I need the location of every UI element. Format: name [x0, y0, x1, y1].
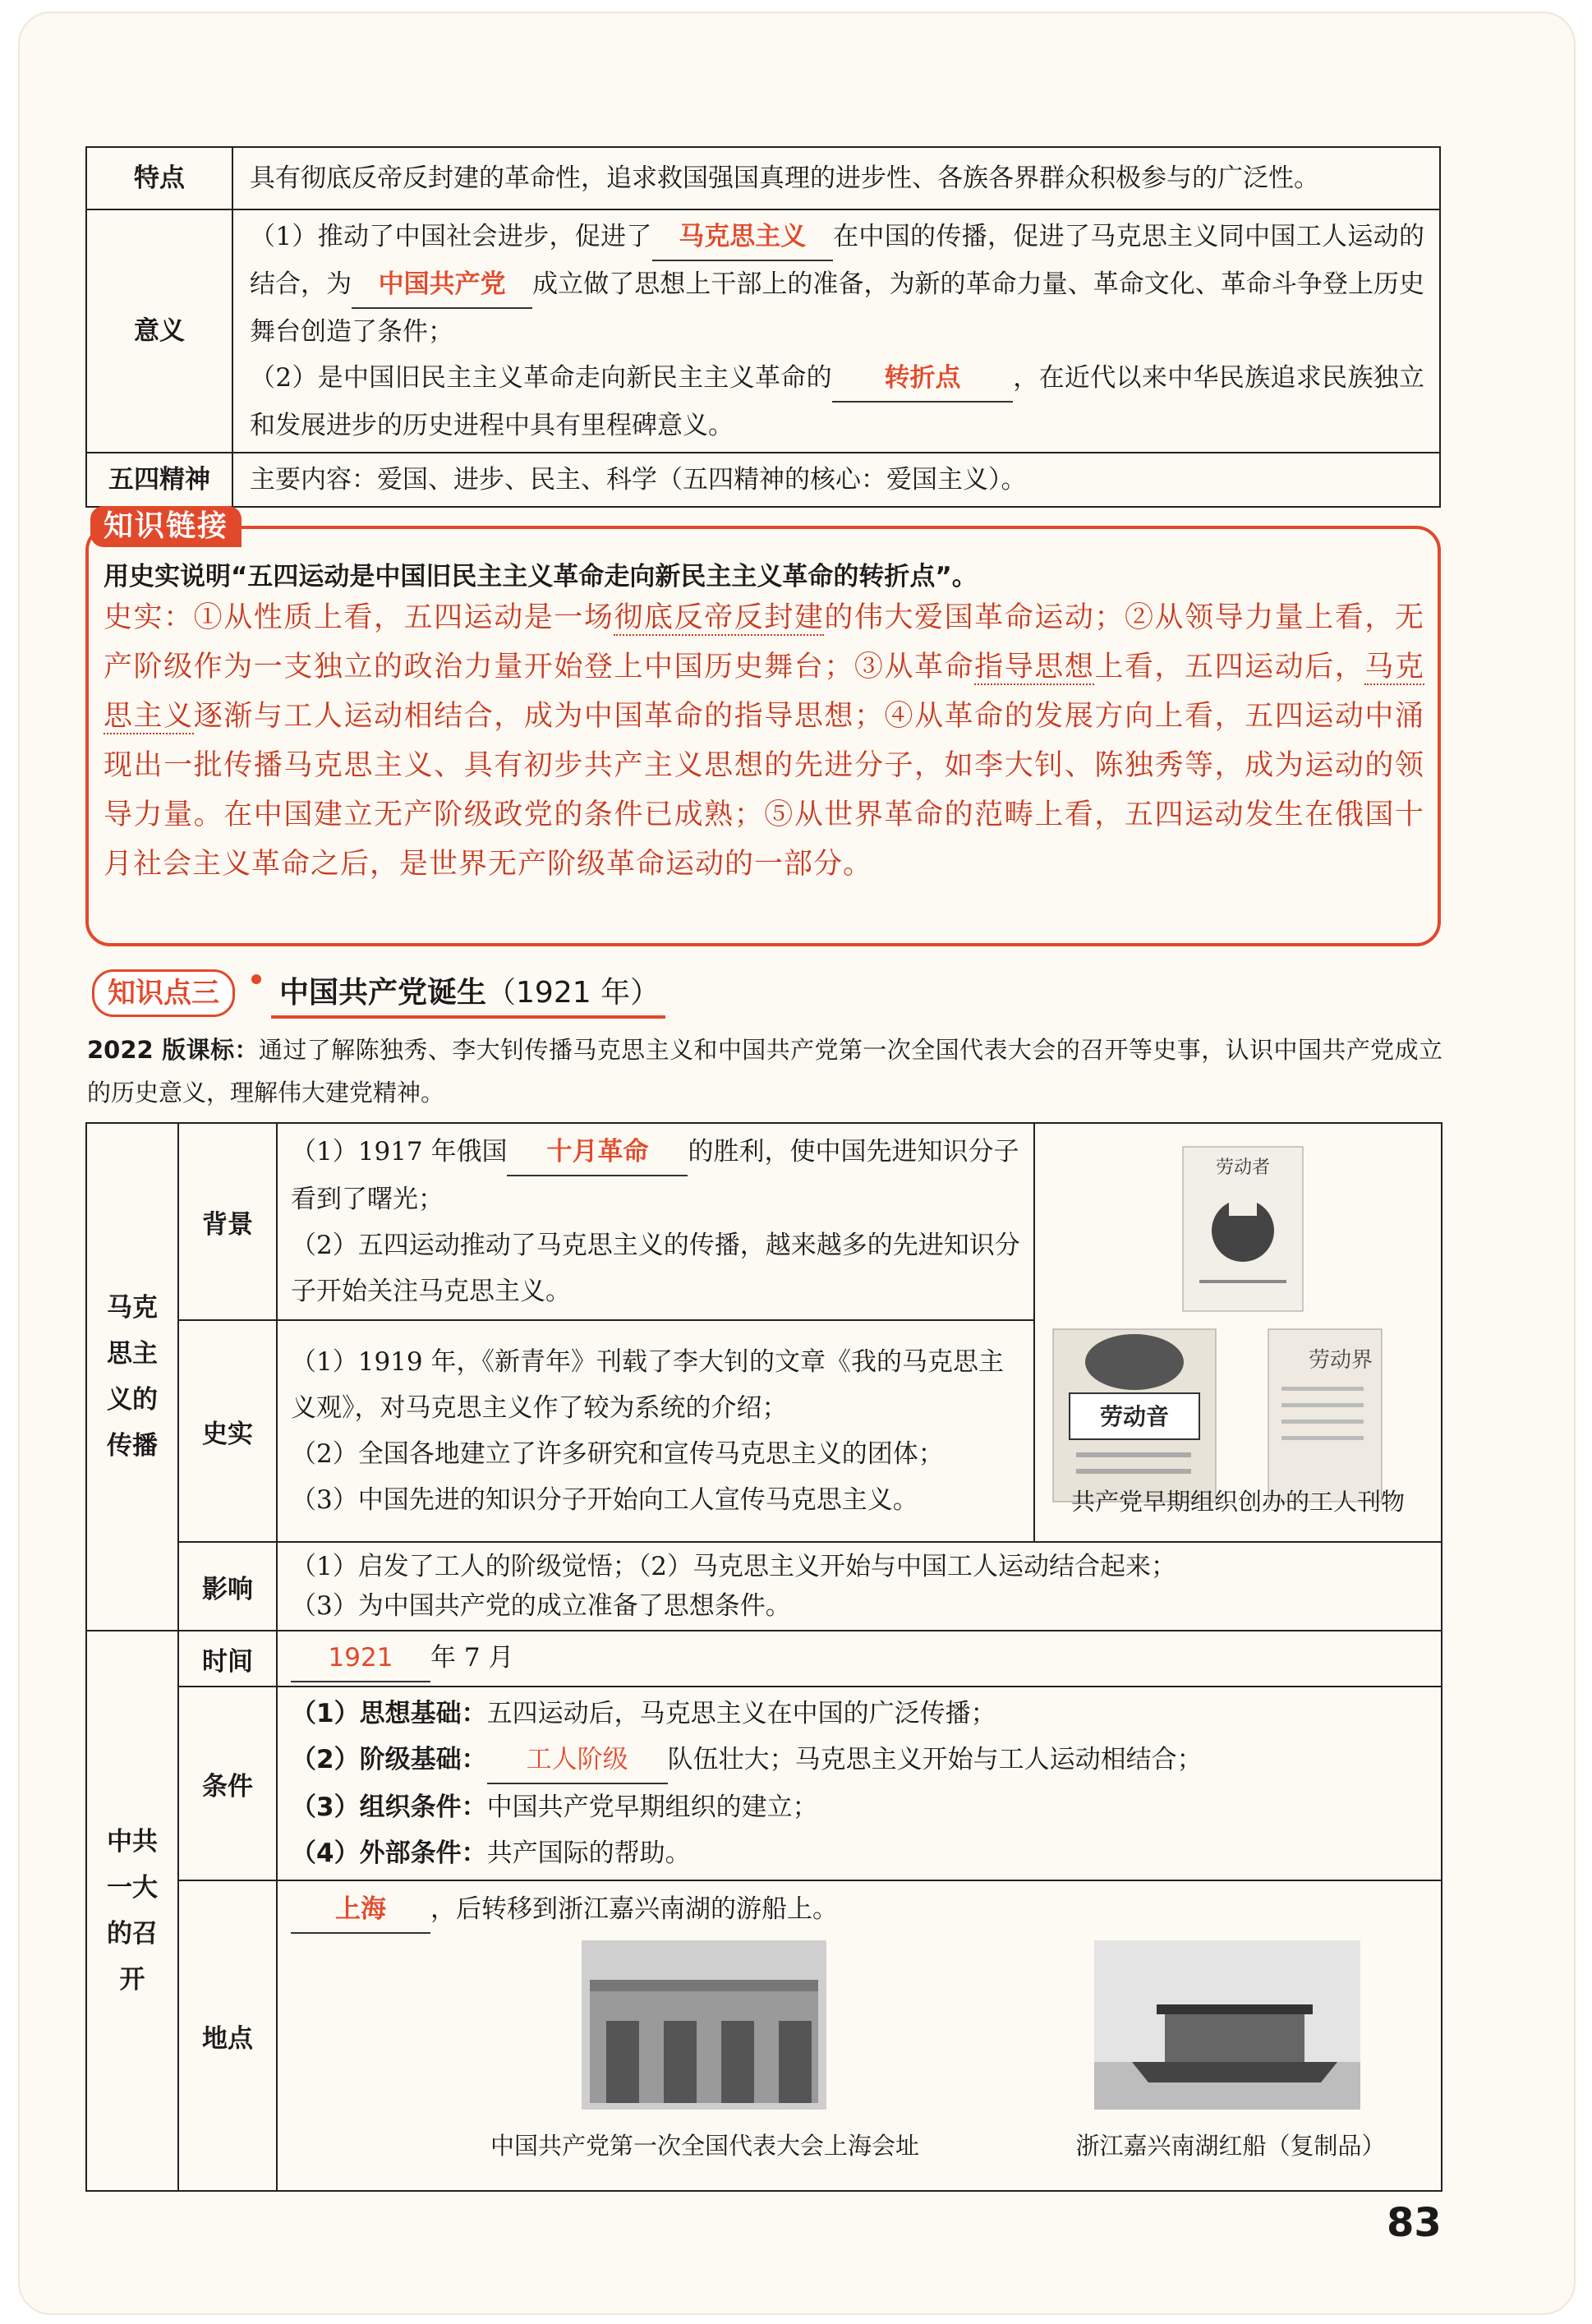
magazine-2-emblem	[1085, 1334, 1184, 1390]
features-text: 具有彻底反帝反封建的革命性，追求救国强国真理的进步性、各族各界群众积极参与的广泛性。	[232, 147, 1440, 209]
significance-p1-b: 在中国的传播，促进了马克思主义同中国工人运动的结合，为	[250, 222, 1424, 299]
knowledge-link-tag: 知识链接	[90, 506, 242, 547]
red-boat-caption: 浙江嘉兴南湖红船（复制品）	[1075, 2132, 1386, 2160]
magazine-3-line-4	[1281, 1436, 1364, 1440]
door-1	[606, 2021, 639, 2103]
group-congress-label: 中共一大的召开	[107, 1827, 158, 1995]
section-title-text: 中国共产党诞生	[279, 976, 487, 1010]
blank-ccp: 中国共产党	[352, 261, 532, 309]
blank-turning-point: 转折点	[832, 355, 1013, 403]
cond-4-label: （4）外部条件：	[291, 1838, 487, 1868]
magazine-1-title: 劳动者	[1215, 1157, 1271, 1178]
labor-magazines-figure	[1035, 1124, 1441, 1518]
magazine-3-line-1	[1281, 1387, 1364, 1391]
magazine-3-line-3	[1281, 1420, 1364, 1424]
significance-p2-b: ，在近代以来中华民族追求民族独立和发展进步的历史进程中具有里程碑意义。	[250, 363, 1424, 440]
page-number: 83	[1387, 2200, 1442, 2246]
time-text: 年 7 月	[430, 1643, 514, 1673]
section-dot	[251, 974, 261, 984]
impact-cell	[277, 1542, 1442, 1631]
congress-photos	[278, 1939, 1444, 2118]
facts-p3: （3）中国先进的知识分子开始向工人宣传马克思主义。	[291, 1485, 918, 1515]
roof-line	[590, 1980, 818, 1991]
magazine-2-title: 劳动音	[1099, 1403, 1170, 1430]
magazine-2-line-1	[1076, 1452, 1191, 1457]
section-tag: 知识点三	[92, 969, 235, 1017]
background-p2: （2）五四运动推动了马克思主义的传播，越来越多的先进知识分子开始关注马克思主义。	[291, 1231, 1020, 1306]
section-title	[279, 973, 660, 1014]
link-body-c: 上看，五四运动后，	[1094, 651, 1365, 683]
head-facts: 史实	[178, 1320, 277, 1542]
blank-shanghai: 上海	[291, 1886, 430, 1934]
magazine-1-line	[1199, 1280, 1286, 1283]
background-cell	[277, 1123, 1034, 1320]
door-3	[721, 2021, 754, 2103]
impact-p1: （1）启发了工人的阶级觉悟；（2）马克思主义开始与中国工人运动结合起来；	[291, 1552, 1176, 1581]
cond-2-label: （2）阶级基础：	[291, 1745, 487, 1774]
link-underline-2: 指导思想	[974, 651, 1095, 683]
boat-hull	[1132, 2062, 1337, 2082]
head-background: 背景	[178, 1123, 277, 1320]
blank-1921: 1921	[291, 1635, 430, 1682]
group-first-congress	[86, 1631, 178, 2191]
magazines-caption: 共产党早期组织创办的工人刊物	[1070, 1488, 1405, 1516]
knowledge-link-title: 用史实说明“五四运动是中国旧民主主义革命走向新民主主义革命的转折点”。	[104, 562, 978, 591]
row-head-significance: 意义	[86, 209, 232, 453]
facts-cell	[277, 1320, 1034, 1542]
shanghai-caption: 中国共产党第一次全国代表大会上海会址	[490, 2132, 919, 2160]
head-time: 时间	[178, 1631, 277, 1687]
impact-p2: （3）为中国共产党的成立准备了思想条件。	[291, 1591, 791, 1621]
conditions-cell	[277, 1687, 1442, 1880]
significance-cell	[232, 209, 1440, 453]
door-2	[664, 2021, 697, 2103]
boat-cabin	[1165, 2013, 1304, 2062]
facts-p1: （1）1919 年，《新青年》刊载了李大钊的文章《我的马克思主义观》，对马克思主义作了较为系统的介绍；	[291, 1347, 1004, 1423]
facts-p2: （2）全国各地建立了许多研究和宣传马克思主义的团体；	[291, 1439, 944, 1469]
significance-p1-a: （1）推动了中国社会进步，促进了	[250, 222, 652, 251]
standard-label: 2022 版课标：	[87, 1036, 259, 1064]
row-head-features: 特点	[86, 147, 232, 209]
blank-october-revolution: 十月革命	[507, 1129, 688, 1176]
link-underline-3: 马克思主义	[104, 651, 1424, 733]
row-head-spirit: 五四精神	[86, 453, 232, 507]
cond-3-label: （3）组织条件：	[291, 1792, 487, 1822]
cond-1-label: （1）思想基础：	[291, 1699, 487, 1728]
time-cell	[277, 1631, 1442, 1687]
link-body-d: 逐渐与工人运动相结合，成为中国革命的指导思想；④从革命的发展方向上看，五四运动中涌现出一批传播马克思主义、具有初步共产主义思想的先进分子，如李大钊、陈独秀等，成为运动的领导力量。在中国建立无产阶级政党的条件已成熟；⑤从世界革命的范畴上看，五四运动发生在俄国十月社会主义革命之后，是世界无产阶级革命运动的一部分。	[104, 700, 1424, 881]
background-p1-a: （1）1917 年俄国	[291, 1137, 508, 1167]
place-text-line	[278, 1881, 1441, 1939]
magazine-images-cell	[1034, 1123, 1442, 1542]
background-p1-b: 的胜利，使中国先进知识分子看到了曙光；	[291, 1137, 1019, 1214]
magazine-3-title: 劳动界	[1308, 1348, 1373, 1373]
link-body-a: 史实：①从性质上看，五四运动是一场	[104, 601, 614, 634]
head-place: 地点	[178, 1880, 277, 2191]
magazine-2-line-2	[1076, 1469, 1191, 1474]
cond-2-text: 队伍壮大；马克思主义开始与工人运动相结合；	[667, 1745, 1203, 1774]
link-body-b: 的伟大爱国革命运动；②从领导力量上看，无产阶级作为一支独立的政治力量开始登上中国历史舞台；③从革命	[104, 601, 1424, 683]
section-underline	[271, 1015, 665, 1019]
spirit-text: 主要内容：爱国、进步、民主、科学（五四精神的核心：爱国主义）。	[232, 453, 1440, 507]
group-marxism-label: 马克思主义的传播	[107, 1293, 158, 1461]
door-4	[779, 2021, 812, 2103]
standard-text: 通过了解陈独秀、李大钊传播马克思主义和中国共产党第一次全国代表大会的召开等史事，认识中国共产党成立的历史意义，理解伟大建党精神。	[87, 1036, 1442, 1107]
cond-3-text: 中国共产党早期组织的建立；	[486, 1792, 818, 1822]
place-text: ，后转移到浙江嘉兴南湖的游船上。	[430, 1894, 838, 1924]
knowledge-link-body	[104, 593, 1424, 889]
five-four-table	[85, 146, 1441, 508]
cond-4-text: 共产国际的帮助。	[486, 1838, 691, 1868]
place-cell	[277, 1880, 1442, 2191]
significance-p1-c: 成立做了思想上干部上的准备，为新的革命力量、革命文化、革命斗争登上历史舞台创造了条件；	[250, 269, 1425, 347]
ccp-founding-table	[85, 1122, 1442, 2192]
section-year: （1921 年）	[486, 976, 660, 1010]
magazine-3-line-2	[1281, 1403, 1364, 1407]
boat-roof	[1157, 2004, 1313, 2014]
head-impact: 影响	[178, 1542, 277, 1631]
group-marxism-spread	[86, 1123, 178, 1631]
head-conditions: 条件	[178, 1687, 277, 1880]
link-underline-1: 彻底反帝反封建	[614, 601, 825, 634]
magazine-1-head	[1229, 1199, 1257, 1216]
curriculum-standard	[87, 1029, 1442, 1114]
cond-1-text: 五四运动后，马克思主义在中国的广泛传播；	[486, 1699, 996, 1728]
blank-marxism: 马克思主义	[652, 214, 833, 261]
blank-working-class: 工人阶级	[487, 1737, 668, 1784]
significance-p2-a: （2）是中国旧民主主义革命走向新民主主义革命的	[250, 363, 832, 393]
